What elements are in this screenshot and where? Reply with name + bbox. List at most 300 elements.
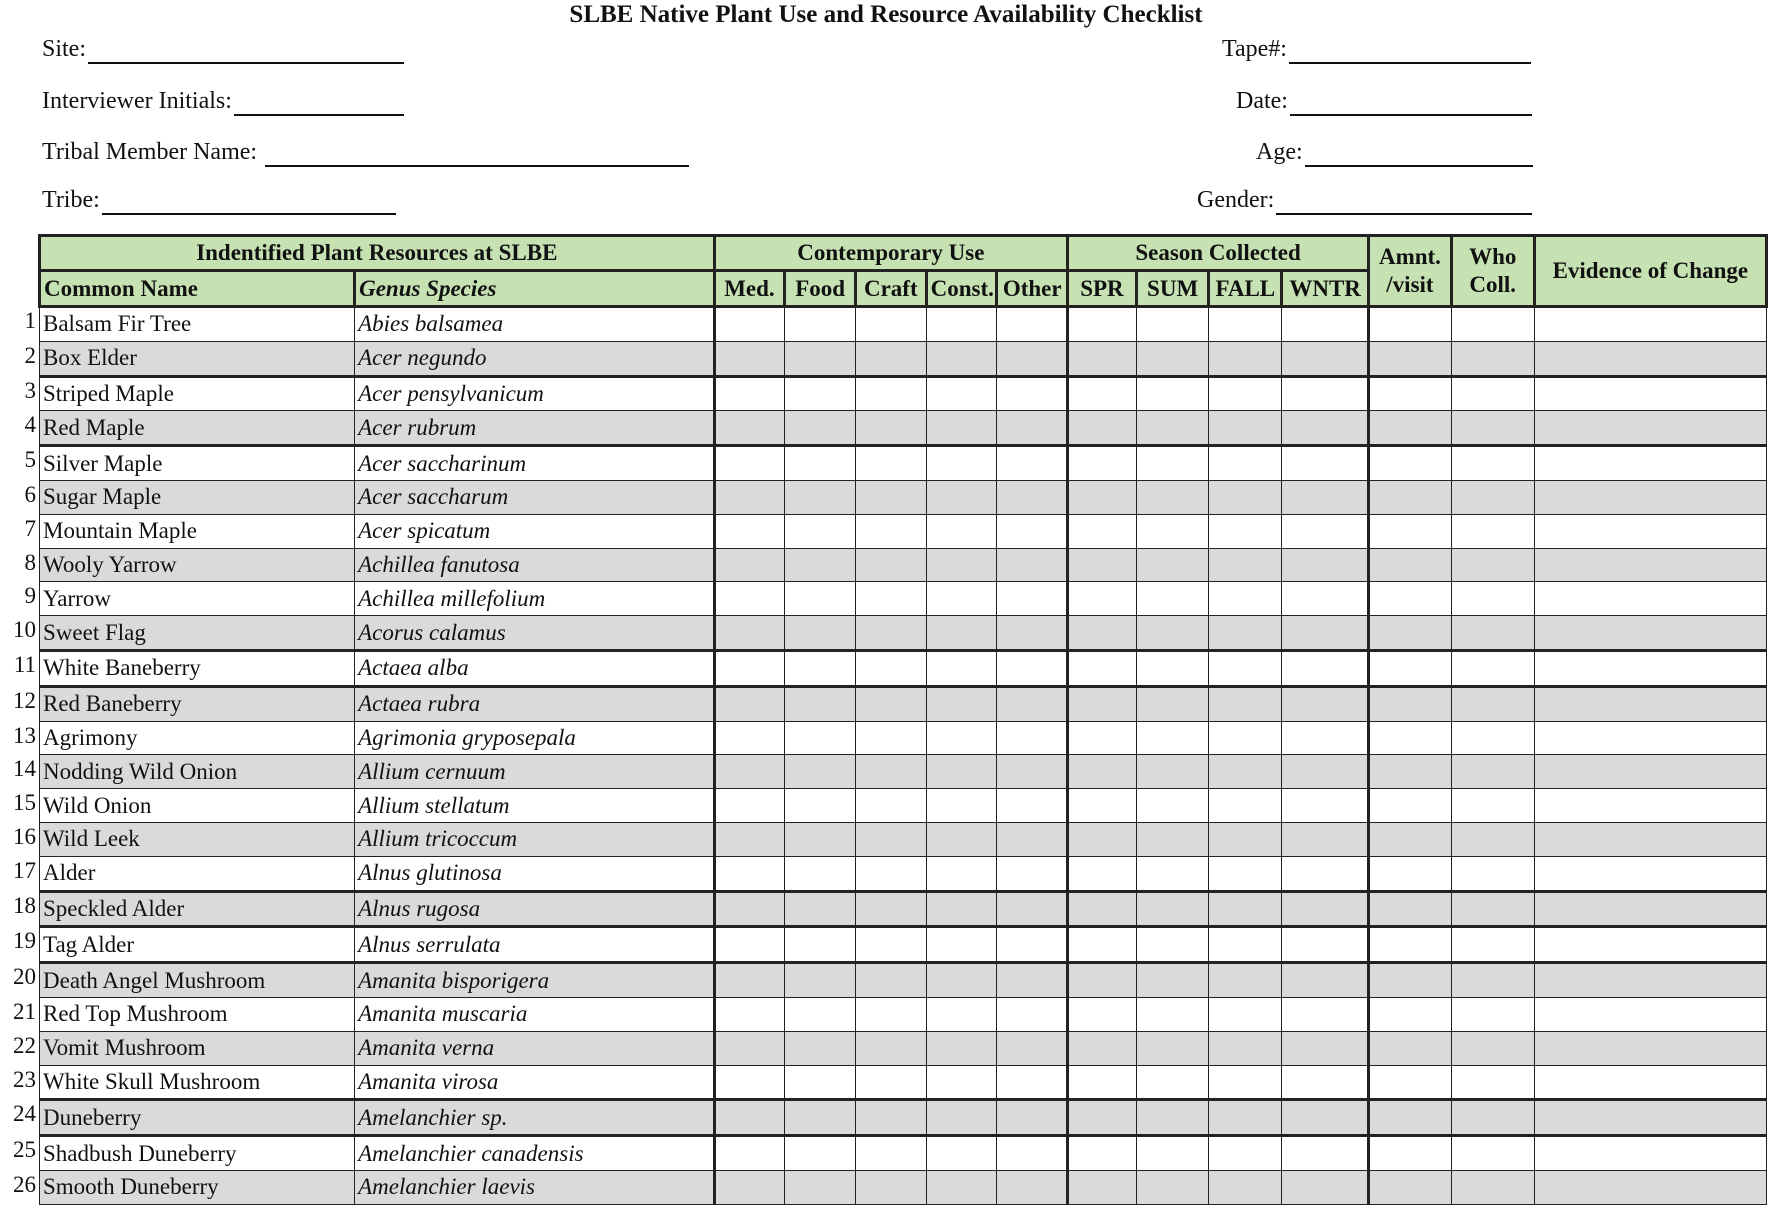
wntr-entry-cell[interactable] [1282,307,1369,342]
med-entry-cell[interactable] [714,686,785,721]
sum-entry-cell[interactable] [1136,686,1209,721]
other-entry-cell[interactable] [997,1100,1068,1136]
who-entry-cell[interactable] [1451,1031,1534,1065]
craft-entry-cell[interactable] [855,376,926,411]
wntr-entry-cell[interactable] [1282,1170,1369,1204]
wntr-entry-cell[interactable] [1282,789,1369,823]
med-entry-cell[interactable] [714,1170,785,1204]
sum-entry-cell[interactable] [1136,856,1209,891]
other-entry-cell[interactable] [997,721,1068,755]
sum-entry-cell[interactable] [1136,1031,1209,1065]
amnt-entry-cell[interactable] [1369,376,1452,411]
evidence-entry-cell[interactable] [1534,341,1766,376]
const-entry-cell[interactable] [926,1031,997,1065]
wntr-entry-cell[interactable] [1282,376,1369,411]
amnt-entry-cell[interactable] [1369,963,1452,998]
fall-entry-cell[interactable] [1209,446,1282,481]
wntr-entry-cell[interactable] [1282,997,1369,1031]
sum-entry-cell[interactable] [1136,789,1209,823]
who-entry-cell[interactable] [1451,927,1534,963]
med-entry-cell[interactable] [714,1100,785,1136]
wntr-entry-cell[interactable] [1282,963,1369,998]
fall-entry-cell[interactable] [1209,686,1282,721]
spr-entry-cell[interactable] [1068,480,1137,514]
fall-entry-cell[interactable] [1209,480,1282,514]
spr-entry-cell[interactable] [1068,721,1137,755]
other-entry-cell[interactable] [997,376,1068,411]
const-entry-cell[interactable] [926,616,997,651]
food-entry-cell[interactable] [785,755,856,789]
who-entry-cell[interactable] [1451,755,1534,789]
who-entry-cell[interactable] [1451,582,1534,616]
spr-entry-cell[interactable] [1068,1136,1137,1171]
med-entry-cell[interactable] [714,721,785,755]
evidence-entry-cell[interactable] [1534,446,1766,481]
evidence-entry-cell[interactable] [1534,616,1766,651]
date-input-line[interactable] [1290,88,1532,116]
other-entry-cell[interactable] [997,891,1068,927]
fall-entry-cell[interactable] [1209,963,1282,998]
spr-entry-cell[interactable] [1068,789,1137,823]
evidence-entry-cell[interactable] [1534,755,1766,789]
sum-entry-cell[interactable] [1136,548,1209,582]
craft-entry-cell[interactable] [855,446,926,481]
const-entry-cell[interactable] [926,822,997,856]
amnt-entry-cell[interactable] [1369,1170,1452,1204]
food-entry-cell[interactable] [785,341,856,376]
wntr-entry-cell[interactable] [1282,341,1369,376]
other-entry-cell[interactable] [997,1170,1068,1204]
evidence-entry-cell[interactable] [1534,307,1766,342]
amnt-entry-cell[interactable] [1369,789,1452,823]
sum-entry-cell[interactable] [1136,616,1209,651]
amnt-entry-cell[interactable] [1369,446,1452,481]
med-entry-cell[interactable] [714,789,785,823]
spr-entry-cell[interactable] [1068,446,1137,481]
sum-entry-cell[interactable] [1136,480,1209,514]
const-entry-cell[interactable] [926,1065,997,1100]
who-entry-cell[interactable] [1451,616,1534,651]
amnt-entry-cell[interactable] [1369,514,1452,548]
who-entry-cell[interactable] [1451,789,1534,823]
who-entry-cell[interactable] [1451,963,1534,998]
med-entry-cell[interactable] [714,548,785,582]
sum-entry-cell[interactable] [1136,650,1209,686]
wntr-entry-cell[interactable] [1282,1065,1369,1100]
food-entry-cell[interactable] [785,480,856,514]
craft-entry-cell[interactable] [855,341,926,376]
fall-entry-cell[interactable] [1209,616,1282,651]
const-entry-cell[interactable] [926,721,997,755]
interviewer-initials-input-line[interactable] [234,88,404,116]
const-entry-cell[interactable] [926,997,997,1031]
other-entry-cell[interactable] [997,616,1068,651]
med-entry-cell[interactable] [714,480,785,514]
evidence-entry-cell[interactable] [1534,1100,1766,1136]
craft-entry-cell[interactable] [855,822,926,856]
other-entry-cell[interactable] [997,963,1068,998]
spr-entry-cell[interactable] [1068,856,1137,891]
amnt-entry-cell[interactable] [1369,307,1452,342]
sum-entry-cell[interactable] [1136,514,1209,548]
fall-entry-cell[interactable] [1209,721,1282,755]
med-entry-cell[interactable] [714,650,785,686]
food-entry-cell[interactable] [785,514,856,548]
food-entry-cell[interactable] [785,721,856,755]
fall-entry-cell[interactable] [1209,650,1282,686]
who-entry-cell[interactable] [1451,997,1534,1031]
age-input-line[interactable] [1305,139,1533,167]
craft-entry-cell[interactable] [855,856,926,891]
fall-entry-cell[interactable] [1209,856,1282,891]
other-entry-cell[interactable] [997,1136,1068,1171]
wntr-entry-cell[interactable] [1282,891,1369,927]
craft-entry-cell[interactable] [855,963,926,998]
const-entry-cell[interactable] [926,650,997,686]
wntr-entry-cell[interactable] [1282,1031,1369,1065]
spr-entry-cell[interactable] [1068,548,1137,582]
sum-entry-cell[interactable] [1136,1136,1209,1171]
who-entry-cell[interactable] [1451,411,1534,446]
spr-entry-cell[interactable] [1068,755,1137,789]
wntr-entry-cell[interactable] [1282,582,1369,616]
food-entry-cell[interactable] [785,927,856,963]
spr-entry-cell[interactable] [1068,1170,1137,1204]
food-entry-cell[interactable] [785,1065,856,1100]
const-entry-cell[interactable] [926,480,997,514]
amnt-entry-cell[interactable] [1369,721,1452,755]
const-entry-cell[interactable] [926,891,997,927]
who-entry-cell[interactable] [1451,514,1534,548]
craft-entry-cell[interactable] [855,548,926,582]
other-entry-cell[interactable] [997,514,1068,548]
med-entry-cell[interactable] [714,963,785,998]
med-entry-cell[interactable] [714,616,785,651]
who-entry-cell[interactable] [1451,1136,1534,1171]
wntr-entry-cell[interactable] [1282,856,1369,891]
fall-entry-cell[interactable] [1209,997,1282,1031]
craft-entry-cell[interactable] [855,411,926,446]
evidence-entry-cell[interactable] [1534,927,1766,963]
wntr-entry-cell[interactable] [1282,755,1369,789]
fall-entry-cell[interactable] [1209,1170,1282,1204]
food-entry-cell[interactable] [785,1100,856,1136]
craft-entry-cell[interactable] [855,1170,926,1204]
wntr-entry-cell[interactable] [1282,411,1369,446]
craft-entry-cell[interactable] [855,582,926,616]
who-entry-cell[interactable] [1451,822,1534,856]
craft-entry-cell[interactable] [855,1065,926,1100]
food-entry-cell[interactable] [785,997,856,1031]
spr-entry-cell[interactable] [1068,341,1137,376]
sum-entry-cell[interactable] [1136,997,1209,1031]
sum-entry-cell[interactable] [1136,1100,1209,1136]
evidence-entry-cell[interactable] [1534,963,1766,998]
const-entry-cell[interactable] [926,856,997,891]
spr-entry-cell[interactable] [1068,650,1137,686]
evidence-entry-cell[interactable] [1534,1031,1766,1065]
amnt-entry-cell[interactable] [1369,997,1452,1031]
other-entry-cell[interactable] [997,1065,1068,1100]
const-entry-cell[interactable] [926,686,997,721]
evidence-entry-cell[interactable] [1534,411,1766,446]
other-entry-cell[interactable] [997,582,1068,616]
const-entry-cell[interactable] [926,789,997,823]
spr-entry-cell[interactable] [1068,1031,1137,1065]
who-entry-cell[interactable] [1451,548,1534,582]
fall-entry-cell[interactable] [1209,789,1282,823]
const-entry-cell[interactable] [926,582,997,616]
other-entry-cell[interactable] [997,411,1068,446]
evidence-entry-cell[interactable] [1534,686,1766,721]
food-entry-cell[interactable] [785,1170,856,1204]
gender-input-line[interactable] [1276,187,1532,215]
med-entry-cell[interactable] [714,376,785,411]
med-entry-cell[interactable] [714,1136,785,1171]
other-entry-cell[interactable] [997,1031,1068,1065]
tribe-input-line[interactable] [102,187,396,215]
evidence-entry-cell[interactable] [1534,1065,1766,1100]
fall-entry-cell[interactable] [1209,411,1282,446]
med-entry-cell[interactable] [714,446,785,481]
med-entry-cell[interactable] [714,997,785,1031]
sum-entry-cell[interactable] [1136,1170,1209,1204]
who-entry-cell[interactable] [1451,650,1534,686]
med-entry-cell[interactable] [714,1065,785,1100]
fall-entry-cell[interactable] [1209,376,1282,411]
evidence-entry-cell[interactable] [1534,822,1766,856]
who-entry-cell[interactable] [1451,446,1534,481]
evidence-entry-cell[interactable] [1534,856,1766,891]
food-entry-cell[interactable] [785,856,856,891]
spr-entry-cell[interactable] [1068,514,1137,548]
other-entry-cell[interactable] [997,997,1068,1031]
fall-entry-cell[interactable] [1209,1031,1282,1065]
med-entry-cell[interactable] [714,582,785,616]
const-entry-cell[interactable] [926,1170,997,1204]
med-entry-cell[interactable] [714,927,785,963]
const-entry-cell[interactable] [926,307,997,342]
evidence-entry-cell[interactable] [1534,789,1766,823]
const-entry-cell[interactable] [926,963,997,998]
craft-entry-cell[interactable] [855,1136,926,1171]
food-entry-cell[interactable] [785,789,856,823]
other-entry-cell[interactable] [997,927,1068,963]
amnt-entry-cell[interactable] [1369,341,1452,376]
wntr-entry-cell[interactable] [1282,822,1369,856]
food-entry-cell[interactable] [785,376,856,411]
craft-entry-cell[interactable] [855,480,926,514]
amnt-entry-cell[interactable] [1369,616,1452,651]
site-input-line[interactable] [88,36,404,64]
amnt-entry-cell[interactable] [1369,822,1452,856]
wntr-entry-cell[interactable] [1282,650,1369,686]
med-entry-cell[interactable] [714,822,785,856]
tape-input-line[interactable] [1289,36,1531,64]
sum-entry-cell[interactable] [1136,446,1209,481]
spr-entry-cell[interactable] [1068,1065,1137,1100]
who-entry-cell[interactable] [1451,1170,1534,1204]
craft-entry-cell[interactable] [855,789,926,823]
fall-entry-cell[interactable] [1209,891,1282,927]
who-entry-cell[interactable] [1451,376,1534,411]
other-entry-cell[interactable] [997,307,1068,342]
craft-entry-cell[interactable] [855,307,926,342]
amnt-entry-cell[interactable] [1369,1136,1452,1171]
const-entry-cell[interactable] [926,514,997,548]
food-entry-cell[interactable] [785,616,856,651]
evidence-entry-cell[interactable] [1534,1136,1766,1171]
spr-entry-cell[interactable] [1068,411,1137,446]
other-entry-cell[interactable] [997,686,1068,721]
sum-entry-cell[interactable] [1136,891,1209,927]
sum-entry-cell[interactable] [1136,307,1209,342]
fall-entry-cell[interactable] [1209,927,1282,963]
craft-entry-cell[interactable] [855,1031,926,1065]
evidence-entry-cell[interactable] [1534,480,1766,514]
amnt-entry-cell[interactable] [1369,686,1452,721]
spr-entry-cell[interactable] [1068,686,1137,721]
fall-entry-cell[interactable] [1209,755,1282,789]
const-entry-cell[interactable] [926,411,997,446]
food-entry-cell[interactable] [785,411,856,446]
other-entry-cell[interactable] [997,480,1068,514]
food-entry-cell[interactable] [785,582,856,616]
evidence-entry-cell[interactable] [1534,1170,1766,1204]
amnt-entry-cell[interactable] [1369,1100,1452,1136]
wntr-entry-cell[interactable] [1282,927,1369,963]
sum-entry-cell[interactable] [1136,822,1209,856]
craft-entry-cell[interactable] [855,650,926,686]
fall-entry-cell[interactable] [1209,514,1282,548]
amnt-entry-cell[interactable] [1369,891,1452,927]
evidence-entry-cell[interactable] [1534,891,1766,927]
const-entry-cell[interactable] [926,1136,997,1171]
evidence-entry-cell[interactable] [1534,548,1766,582]
spr-entry-cell[interactable] [1068,963,1137,998]
craft-entry-cell[interactable] [855,1100,926,1136]
amnt-entry-cell[interactable] [1369,1031,1452,1065]
const-entry-cell[interactable] [926,376,997,411]
other-entry-cell[interactable] [997,446,1068,481]
sum-entry-cell[interactable] [1136,341,1209,376]
food-entry-cell[interactable] [785,891,856,927]
food-entry-cell[interactable] [785,822,856,856]
spr-entry-cell[interactable] [1068,997,1137,1031]
const-entry-cell[interactable] [926,446,997,481]
amnt-entry-cell[interactable] [1369,582,1452,616]
amnt-entry-cell[interactable] [1369,927,1452,963]
med-entry-cell[interactable] [714,891,785,927]
amnt-entry-cell[interactable] [1369,480,1452,514]
spr-entry-cell[interactable] [1068,1100,1137,1136]
who-entry-cell[interactable] [1451,341,1534,376]
who-entry-cell[interactable] [1451,721,1534,755]
food-entry-cell[interactable] [785,446,856,481]
fall-entry-cell[interactable] [1209,1136,1282,1171]
food-entry-cell[interactable] [785,686,856,721]
med-entry-cell[interactable] [714,514,785,548]
tribal-member-name-input-line[interactable] [265,139,689,167]
med-entry-cell[interactable] [714,307,785,342]
spr-entry-cell[interactable] [1068,616,1137,651]
amnt-entry-cell[interactable] [1369,548,1452,582]
wntr-entry-cell[interactable] [1282,721,1369,755]
evidence-entry-cell[interactable] [1534,721,1766,755]
craft-entry-cell[interactable] [855,514,926,548]
who-entry-cell[interactable] [1451,856,1534,891]
const-entry-cell[interactable] [926,548,997,582]
other-entry-cell[interactable] [997,822,1068,856]
const-entry-cell[interactable] [926,341,997,376]
evidence-entry-cell[interactable] [1534,997,1766,1031]
fall-entry-cell[interactable] [1209,307,1282,342]
other-entry-cell[interactable] [997,789,1068,823]
wntr-entry-cell[interactable] [1282,446,1369,481]
food-entry-cell[interactable] [785,1031,856,1065]
fall-entry-cell[interactable] [1209,582,1282,616]
fall-entry-cell[interactable] [1209,548,1282,582]
const-entry-cell[interactable] [926,1100,997,1136]
med-entry-cell[interactable] [714,856,785,891]
craft-entry-cell[interactable] [855,755,926,789]
amnt-entry-cell[interactable] [1369,1065,1452,1100]
wntr-entry-cell[interactable] [1282,514,1369,548]
other-entry-cell[interactable] [997,341,1068,376]
craft-entry-cell[interactable] [855,686,926,721]
who-entry-cell[interactable] [1451,891,1534,927]
craft-entry-cell[interactable] [855,721,926,755]
sum-entry-cell[interactable] [1136,376,1209,411]
wntr-entry-cell[interactable] [1282,480,1369,514]
other-entry-cell[interactable] [997,548,1068,582]
sum-entry-cell[interactable] [1136,755,1209,789]
sum-entry-cell[interactable] [1136,1065,1209,1100]
who-entry-cell[interactable] [1451,686,1534,721]
fall-entry-cell[interactable] [1209,341,1282,376]
amnt-entry-cell[interactable] [1369,650,1452,686]
wntr-entry-cell[interactable] [1282,1136,1369,1171]
med-entry-cell[interactable] [714,1031,785,1065]
food-entry-cell[interactable] [785,650,856,686]
sum-entry-cell[interactable] [1136,927,1209,963]
food-entry-cell[interactable] [785,1136,856,1171]
food-entry-cell[interactable] [785,548,856,582]
spr-entry-cell[interactable] [1068,927,1137,963]
med-entry-cell[interactable] [714,341,785,376]
sum-entry-cell[interactable] [1136,582,1209,616]
fall-entry-cell[interactable] [1209,1065,1282,1100]
wntr-entry-cell[interactable] [1282,686,1369,721]
who-entry-cell[interactable] [1451,480,1534,514]
sum-entry-cell[interactable] [1136,963,1209,998]
craft-entry-cell[interactable] [855,891,926,927]
evidence-entry-cell[interactable] [1534,650,1766,686]
who-entry-cell[interactable] [1451,1065,1534,1100]
fall-entry-cell[interactable] [1209,1100,1282,1136]
spr-entry-cell[interactable] [1068,582,1137,616]
const-entry-cell[interactable] [926,927,997,963]
const-entry-cell[interactable] [926,755,997,789]
evidence-entry-cell[interactable] [1534,376,1766,411]
spr-entry-cell[interactable] [1068,376,1137,411]
craft-entry-cell[interactable] [855,997,926,1031]
spr-entry-cell[interactable] [1068,891,1137,927]
sum-entry-cell[interactable] [1136,411,1209,446]
amnt-entry-cell[interactable] [1369,755,1452,789]
other-entry-cell[interactable] [997,856,1068,891]
wntr-entry-cell[interactable] [1282,1100,1369,1136]
